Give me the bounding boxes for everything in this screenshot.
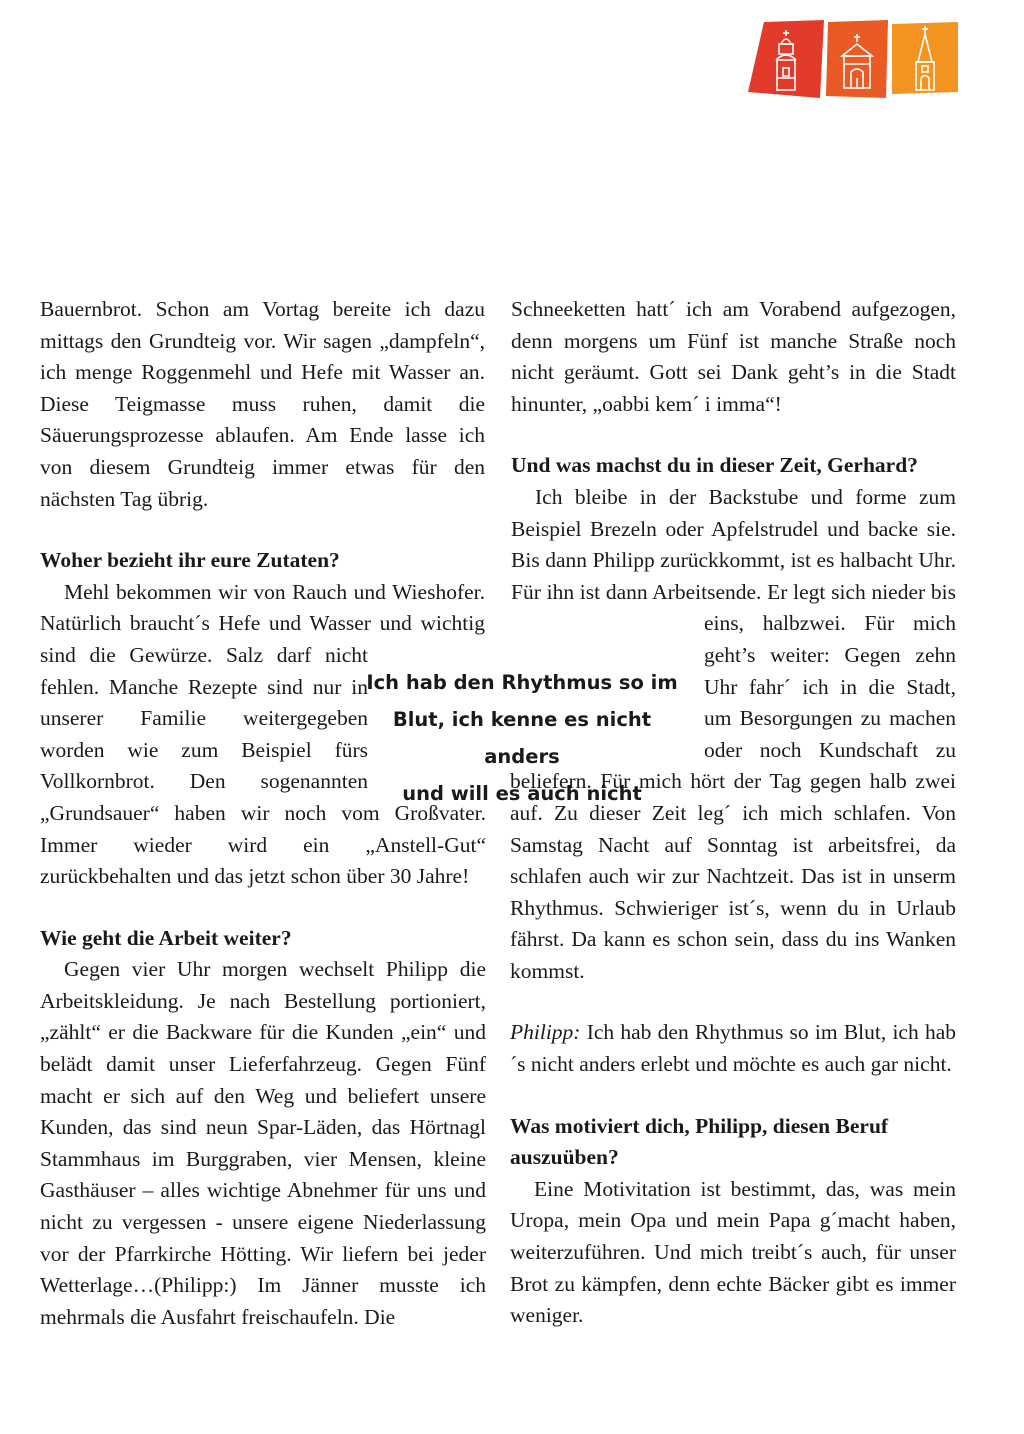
article-paragraph: Eine Motivitation ist bestimmt, das, was mein Uropa, mein Opa und mein Papa g´macht haben, weiterzuführen. Und mich treibt´s auch, für unser Brot zu kämpfen, denn echte Bäcker gibt es immer weniger. <box>510 1176 956 1328</box>
article-paragraph: Bauernbrot. Schon am Vortag bereite ich dazu mittags den Grundteig vor. Wir sagen „dampfeln“, ich menge Roggenmehl und Hefe mit Wasser an. Diese Teigmasse muss ruhen, damit die Säuerungsprozesse ablaufen. Am Ende lasse ich von diesem Grundteig immer etwas für den nächsten Tag übrig. <box>40 297 485 511</box>
speaker-name: Philipp: <box>510 1020 581 1045</box>
article-paragraph <box>510 1017 956 1080</box>
interview-question: Wie geht die Arbeit weiter? <box>40 925 292 950</box>
article-column-right <box>510 294 956 1332</box>
interview-question: Und was machst du in dieser Zeit, Gerhard? <box>511 453 918 478</box>
article-paragraph: Mehl bekommen wir von Rauch und Wieshofer. Natürlich braucht´s Hefe und Wasser und wichtig sind die Gewürze. Salz darf nicht fehlen. Manche Rezepte sind nur in unserer Familie weitergegeben worden wie zum Beispiel fürs Vollkornbrot. Den sogenannten „Grundsauer“ haben wir noch vom Großvater. Immer wieder wird ein „Anstell-Gut“ zurückbehalten und das jetzt schon über 30 Jahre! <box>40 579 486 889</box>
interview-question: Was motiviert dich, Philipp, diesen Beruf auszuüben? <box>510 1113 889 1170</box>
pull-quote <box>352 664 692 812</box>
pull-quote-line: Blut, ich kenne es nicht anders <box>392 708 652 768</box>
article-paragraph: Schneeketten hatt´ ich am Vorabend aufgezogen, denn morgens um Fünf ist manche Straße noch nicht geräumt. Gott sei Dank geht’s in die Stadt hinunter, „oabbi kem´ i imma“! <box>511 297 956 416</box>
speaker-statement: Ich hab den Rhythmus so im Blut, ich hab´s nicht anders erlebt und möchte es auch gar nicht. <box>510 1020 956 1077</box>
article-paragraph: Gegen vier Uhr morgen wechselt Philipp die Arbeitskleidung. Je nach Bestellung portioniert, „zählt“ er die Backware für die Kunden „ein“ und belädt damit unser Lieferfahrzeug. Gegen Fünf macht er sich auf den Weg und beliefert unsere Kunden, das sind neun Spar-Läden, das Hörtnagl Stammhaus im Burggraben, vier Mensen, kleine Gasthäuser – alles wichtige Abnehmer für uns und nicht zu vergessen - unsere eigene Niederlassung vor der Pfarrkirche Hötting. Wir liefern bei jeder Wetterlage…(Philipp:) Im Jänner musste ich mehrmals die Ausfahrt freischaufeln. Die <box>40 957 486 1329</box>
church-tower-icon <box>748 20 824 98</box>
church-logo <box>748 16 960 102</box>
pull-quote-line: Ich hab den Rhythmus so im <box>366 671 678 694</box>
interview-question: Woher bezieht ihr eure Zutaten? <box>40 548 340 573</box>
chapel-spire-icon <box>892 22 958 94</box>
article-column-left <box>40 294 486 1333</box>
castle-gate-icon <box>826 20 888 98</box>
pull-quote-line: und will es auch nicht <box>402 782 642 805</box>
article-paragraph: Ich bleibe in der Backstube und forme zum Beispiel Brezeln oder Apfelstrudel und backe sie. Bis dann Philipp zurückkommt, ist es halbacht Uhr. Für ihn ist dann Arbeitsende. Er legt sich nieder bis eins, halbzwei. Für mich geht’s weiter: Gegen zehn Uhr fahr´ ich in die Stadt, um Besorgungen zu machen oder noch Kundschaft zu beliefern. Für mich hört der Tag gegen halb zwei auf. Zu dieser Zeit leg´ ich mich schlafen. Von Samstag Nacht auf Sonntag ist arbeitsfrei, da schlafen auch wir zur Nachtzeit. Das ist in unserm Rhythmus. Schwieriger ist´s, wenn du in Urlaub fährst. Da kann es schon sein, dass du ins Wanken kommst. <box>510 484 956 983</box>
